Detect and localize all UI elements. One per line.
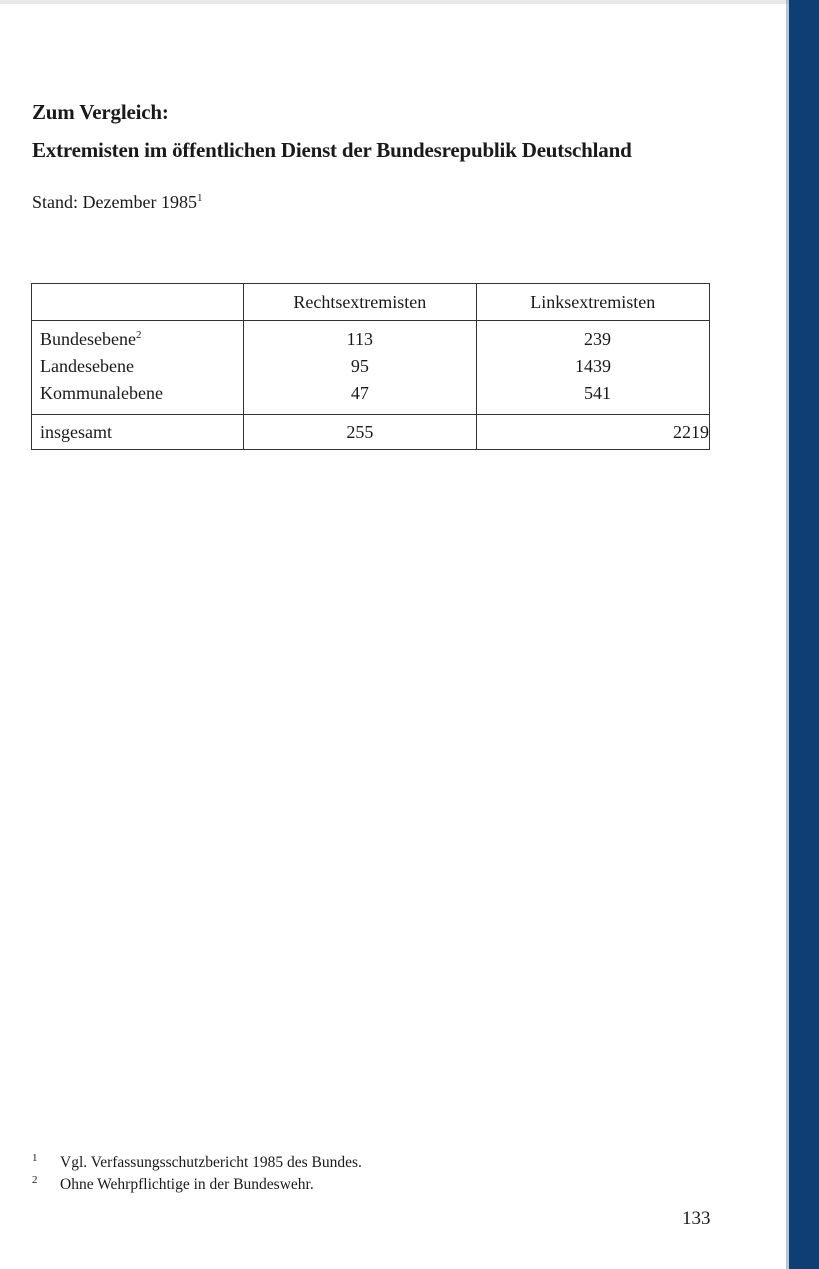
extremists-table <box>31 283 710 450</box>
page-top-edge <box>0 0 789 4</box>
table-body-row <box>32 321 710 415</box>
footnote-ref-2: 2 <box>135 329 142 341</box>
footnote-1: 1 Vgl. Verfassungsschutzbericht 1985 des Bundes. <box>32 1151 362 1171</box>
stand-text: Stand: Dezember 1985 <box>32 192 197 212</box>
rechts-values <box>244 321 476 415</box>
footnote-2: 2 Ohne Wehrpflichtige in der Bundeswehr. <box>32 1173 314 1193</box>
heading-line-1: Zum Vergleich: <box>32 100 169 124</box>
header-linksextremisten: Linksextremisten <box>476 284 709 321</box>
value-links-kommunalebene: 541 <box>584 383 611 403</box>
book-spine <box>789 0 819 1269</box>
header-rechtsextremisten: Rechtsextremisten <box>244 284 476 321</box>
value-links-bundesebene: 239 <box>584 329 611 349</box>
row-label-bundesebene <box>40 326 243 353</box>
total-links: 2219 <box>476 415 709 450</box>
footnote-text: Ohne Wehrpflichtige in der Bundeswehr. <box>60 1176 314 1193</box>
total-rechts: 255 <box>244 415 476 450</box>
label-text: Bundesebene <box>40 329 136 349</box>
value-rechts-kommunalebene: 47 <box>350 383 369 403</box>
footnotes <box>32 1152 362 1196</box>
table-header-row <box>32 284 710 321</box>
page-number: 133 <box>682 1208 711 1229</box>
links-values <box>476 321 709 415</box>
footnote-ref-1: 1 <box>196 192 203 204</box>
value-links-landesebene: 1439 <box>575 356 611 376</box>
value-rechts-landesebene: 95 <box>350 356 369 376</box>
header-empty <box>32 284 244 321</box>
footnote-text: Vgl. Verfassungsschutzbericht 1985 des Bundes. <box>60 1154 362 1171</box>
stand-date <box>32 192 202 213</box>
heading-line-2: Extremisten im öffentlichen Dienst der Bundesrepublik Deutschland <box>32 138 632 162</box>
value-rechts-bundesebene: 113 <box>346 329 373 349</box>
row-label-kommunalebene: Kommunalebene <box>40 383 163 403</box>
table-total-row <box>32 415 710 450</box>
level-labels <box>32 321 244 415</box>
row-label-landesebene: Landesebene <box>40 356 134 376</box>
total-label: insgesamt <box>32 415 244 450</box>
